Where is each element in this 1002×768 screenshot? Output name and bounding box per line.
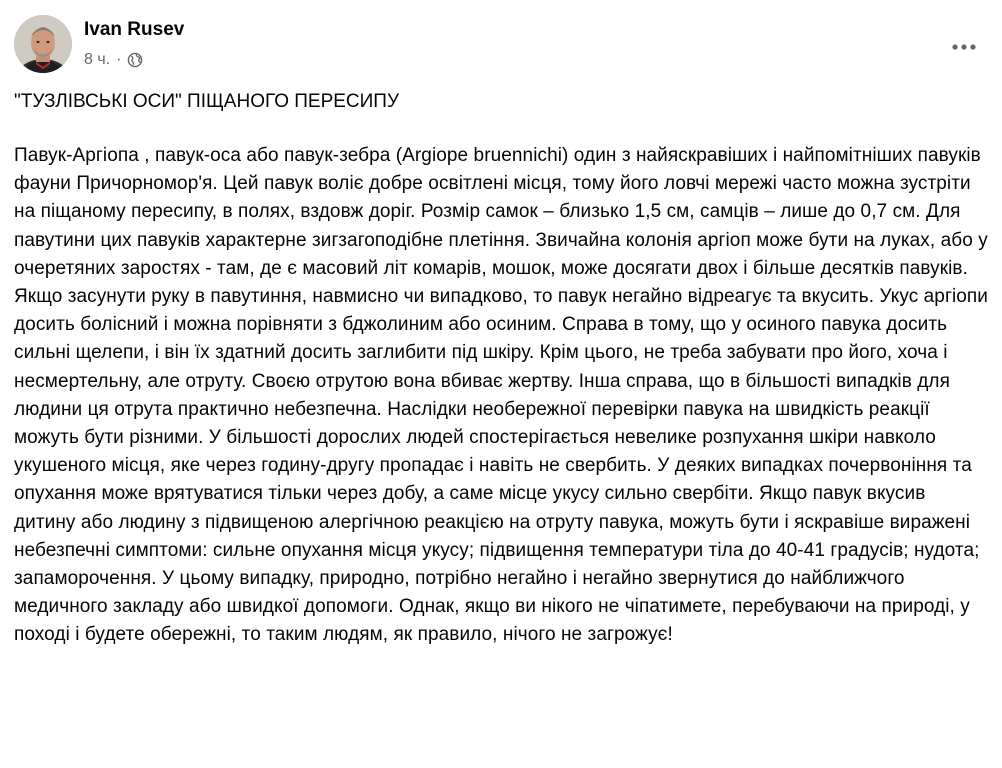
more-horizontal-icon <box>951 43 977 51</box>
avatar-image <box>14 15 72 73</box>
post-body-text: Павук-Аргіопа , павук-оса або павук-зебра (Argiope bruennichi) один з найяскравіших і найпомітніших павуків фауни Причорномор'я. Цей павук воліє добре освітлені місця, тому його ловчі мережі часто можна зустріти на піщаному пересипу, в полях, вздовж доріг. Розмір самок – близько 1,5 см, самців – лише до 0,7 см. Для павутини цих павуків характерне зигзагоподібне плетіння. Звичайна колонія аргіоп може бути на луках, або у очеретяних заростях - там, де є масовий літ комарів, мошок, може досягати двох і більше десятків павуків. Якщо засунути руку в павутиння, навмисно чи випадково, то павук негайно відреагує та вкусить. Укус аргіопи досить болісний і можна порівняти з бджолиним або осиним. Справа в тому, що у осиного павука досить сильні щелепи, і він їх здатний досить заглибити під шкіру. Крім цього, не треба забувати про його, хоча і несмертельну, але отруту. Своєю отрутою вона вбиває жертву. Інша справа, що в більшості випадків для людини ця отрута практично небезпечна. Наслідки необережної перевірки павука на швидкість реакції можуть бути різними. У більшості дорослих людей спостерігається невелике розпухання шкіри навколо укушеного місця, яке через годину-другу пропадає і навіть не свербить. У деяких випадках почервоніння та опухання може врятуватися тільки через добу, а саме місце укусу сильно свербіти. Якщо павук вкусив дитину або людину з підвищеною алергічною реакцією на отруту павука, можуть бути і яскравіше виражені небезпечні симптоми: сильне опухання місця укусу; підвищення температури тіла до 40-41 градусів; нудота; запаморочення. У цьому випадку, природно, потрібно негайно і негайно звернутися до найближчого медичного закладу або швидкої допомоги. Однак, якщо ви нікого не чіпатимете, перебуваючи на природі, у поході і будете обережні, то таким людям, як правило, нічого не загрожує! <box>14 145 988 646</box>
more-options-button[interactable] <box>946 29 982 65</box>
author-name[interactable]: Ivan Rusev <box>84 19 185 40</box>
post-title: "ТУЗЛІВСЬКІ ОСИ" ПІЩАНОГО ПЕРЕСИПУ <box>14 91 400 112</box>
globe-icon[interactable] <box>127 52 143 68</box>
avatar[interactable] <box>14 15 72 73</box>
post-time[interactable]: 8 ч. <box>84 51 111 68</box>
post-meta <box>84 51 143 69</box>
post-content <box>14 88 988 650</box>
post-header <box>14 15 988 77</box>
meta-separator: · <box>116 51 122 68</box>
